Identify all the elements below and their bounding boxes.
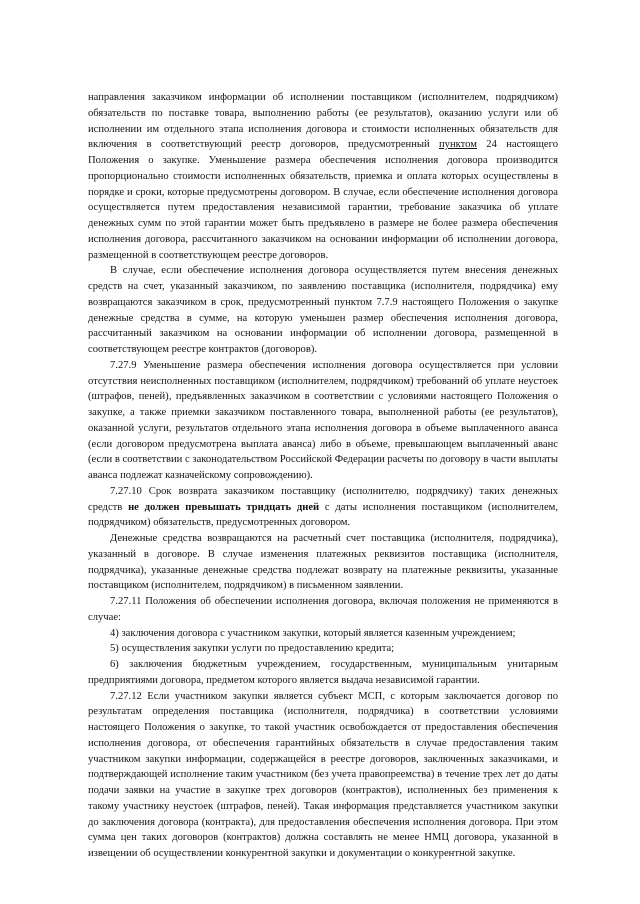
clause-7-27-12	[88, 689, 558, 862]
clause-number: 7.27.9	[110, 359, 137, 371]
list-item: 5) осуществления закупки услуги по предоставлению кредита;	[110, 643, 395, 655]
paragraph-continuation	[88, 90, 558, 263]
paragraph-text: 24 настоящего Положения о закупке. Уменьшение размера обеспечения исполнения договора производится пропорционально стоимости исполненных обязательств, приемка и оплата которых осуществлены в порядке и сроки, которые предусмотрены договором. В случае, если обеспечение исполнения договора осуществляется путем предоставления независимой гарантии, требование заказчика об уплате денежных сумм по этой гарантии может быть предъявлено в размере не более размера обеспечения исполнения договора, рассчитанного заказчиком на основании информации об исполнении договора, размещенной в соответствующем реестре договоров.	[88, 139, 558, 261]
list-item: 6) заключения бюджетным учреждением, государственным, муниципальным унитарным предприятиями договора, предметом которого является выдача независимой гарантии.	[88, 659, 558, 686]
clause-text-bold: не должен превышать тридцать дней	[128, 501, 320, 513]
clause-text: с даты исполнения поставщиком (исполнителем, подрядчиком) обязательств, предусмотренных договором.	[88, 501, 559, 529]
clause-7-27-9	[88, 358, 558, 484]
clause-text: Если участником закупки является субъект МСП, с которым заключается договор по результатам определения поставщика (исполнителя, подрядчика) в соответствии условиями настоящего Положения о закупке, то такой участник освобождается от предоставления обеспечения исполнения договора, от обеспечения гарантийных обязательств в случае предоставления таким участником закупки информации, содержащейся в реестре договоров, заключенных заказчиками, и подтверждающей исполнение таким участником (без учета правопреемства) в течение трех лет до даты подачи заявки на участие в закупке трех договоров (контрактов), исполненных без применения к такому участнику неустоек (штрафов, пеней). Такая информация представляется участником закупки до заключения договора (контракта), для предоставления обеспечения исполнения договора. При этом сумма цен таких договоров (контрактов) должна составлять не менее НМЦ договора, указанной в извещении об осуществлении конкурентной закупки и документации о конкурентной закупке.	[88, 690, 558, 859]
paragraph-funds-return: Денежные средства возвращаются на расчетный счет поставщика (исполнителя, подрядчика), указанный в договоре. В случае изменения платежных реквизитов поставщика (исполнителя, подрядчика), указанные денежные средства подлежат возврату на платежные реквизиты, указанные поставщиком (исполнителем, подрядчиком) в письменном заявлении.	[88, 533, 558, 592]
clause-7-27-10	[88, 484, 558, 531]
clause-text: Срок возврата заказчиком поставщику (исполнителю, подрядчику) таких денежных средств	[88, 485, 558, 513]
clause-number: 7.27.12	[110, 690, 142, 702]
clause-number: 7.27.10	[110, 485, 142, 497]
clause-text: Уменьшение размера обеспечения исполнения договора осуществляется при условии отсутствия неисполненных поставщиком (исполнителем, подрядчиком) требований об уплате неустоек (штрафов, пеней), предъявленных заказчиком в соответствии с условиями настоящего Положения о закупке, а также приемки заказчиком поставленного товара, выполненной работы (ее результатов), оказанной услуги, результатов отдельного этапа исполнения договора в объеме выплаченного аванса (если договором предусмотрена выплата аванса) либо в объеме, превышающем выплаченный аванс (если в соответствии с законодательством Российской Федерации расчеты по договору в части выплаты аванса подлежат казначейскому сопровождению).	[88, 359, 558, 481]
paragraph-text: направления заказчиком информации об исполнении поставщиком (исполнителем, подрядчиком) обязательств по поставке товара, выполнению работы (ее результатов), оказанию услуги или об исполнении им отдельного этапа исполнения договора и стоимости исполненных обязательств для включения в соответствующий реестр договоров, предусмотренный	[88, 92, 558, 151]
link-clause-reference[interactable]: пунктом	[439, 139, 477, 151]
paragraph-deposit-return: В случае, если обеспечение исполнения договора осуществляется путем внесения денежных средств на счет, указанный заказчиком, по заявлению поставщика (исполнителя, подрядчика) ему возвращаются заказчиком в срок, предусмотренный пунктом 7.7.9 настоящего Положения о закупке денежные средства в сумме, на которую уменьшен размер обеспечения исполнения договора, рассчитанный заказчиком на основании информации об исполнении договора, размещенной в соответствующем реестре контрактов (договоров).	[88, 265, 558, 355]
clause-text: Положения об обеспечении исполнения договора, включая положения не применяются в случае:	[88, 596, 558, 623]
list-item: 4) заключения договора с участником закупки, который является казенным учреждением;	[110, 627, 516, 639]
clause-number: 7.27.11	[110, 596, 142, 607]
clause-7-27-11	[88, 594, 558, 626]
document-page	[88, 90, 558, 862]
